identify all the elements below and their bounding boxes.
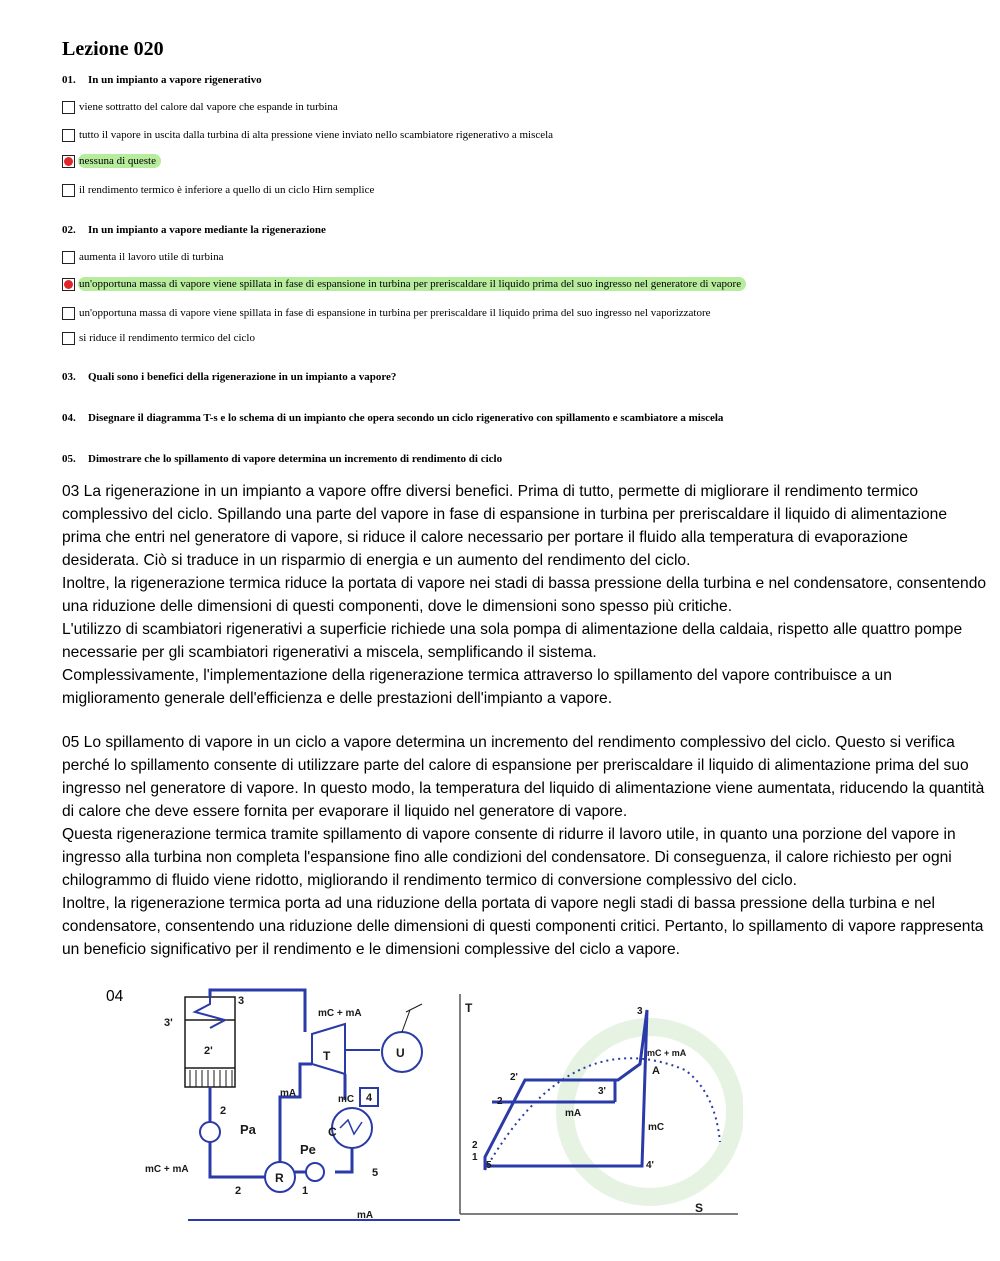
answer-03 — [62, 480, 987, 710]
checkbox[interactable] — [62, 129, 75, 142]
checked-radio-icon[interactable] — [62, 155, 75, 168]
option-q01-a[interactable] — [62, 98, 343, 116]
option-text: viene sottratto del calore dal vapore che espande in turbina — [79, 101, 338, 113]
flow-label: A — [652, 1065, 660, 1077]
option-text: tutto il vapore in uscita dalla turbina di alta pressione viene inviato nello scambiatore rigenerativo a miscela — [79, 129, 554, 141]
point-label: 1 — [302, 1185, 309, 1197]
pump-pe — [306, 1163, 324, 1181]
point-label: Pe — [300, 1142, 316, 1157]
option-text: un'opportuna massa di vapore viene spillata in fase di espansione in turbina per preriscaldare il liquido prima del suo ingresso nel generatore di vapore — [78, 277, 746, 291]
flow-label: mA — [280, 1088, 297, 1099]
component-label: C — [328, 1125, 337, 1139]
flow-label: mC — [648, 1122, 665, 1133]
lesson-title: Lezione 020 — [62, 38, 164, 60]
question-05 — [62, 453, 502, 465]
option-text: un'opportuna massa di vapore viene spillata in fase di espansione in turbina per preriscaldare il liquido prima del suo ingresso nel vaporizzatore — [79, 307, 711, 319]
checkbox[interactable] — [62, 251, 75, 264]
answer-paragraph: Inoltre, la rigenerazione termica riduce la portata di vapore nei stadi di bassa pressione della turbina e nel condensatore, consentendo una riduzione delle dimensioni di questi componenti, dove le dimensioni sono spesso più critiche. — [62, 575, 987, 615]
question-number: 03. — [62, 371, 76, 383]
point-label: 2 — [497, 1096, 503, 1107]
option-text: nessuna di queste — [78, 154, 161, 168]
option-q02-d[interactable] — [62, 329, 260, 347]
option-text: si riduce il rendimento termico del ciclo — [79, 332, 255, 344]
checkbox[interactable] — [62, 307, 75, 320]
question-number: 04. — [62, 412, 76, 424]
point-label: 1 — [472, 1152, 478, 1163]
option-q02-a[interactable] — [62, 248, 229, 266]
flow-label: mC + mA — [318, 1008, 362, 1019]
component-label: R — [275, 1171, 284, 1185]
answer-05 — [62, 731, 987, 961]
question-number: 02. — [62, 224, 76, 236]
point-label: 4 — [366, 1092, 373, 1104]
checkbox[interactable] — [62, 101, 75, 114]
answer-paragraph: Questa rigenerazione termica tramite spillamento di vapore consente di ridurre il lavoro utile, in quanto una porzione del vapore in ingresso alla turbina non completa l'espansione fino alle condizioni del condensatore. Di conseguenza, il calore richiesto per ogni chilogrammo di fluido viene ridotto, migliorando il rendimento termico di conversione complessivo del ciclo. — [62, 826, 956, 889]
point-label: Pa — [240, 1122, 256, 1137]
figure-label: 04 — [106, 988, 124, 1005]
question-text: Disegnare il diagramma T-s e lo schema di un impianto che opera secondo un ciclo rigenerativo con spillamento e scambiatore a miscela — [88, 412, 724, 424]
question-text: In un impianto a vapore rigenerativo — [88, 74, 262, 86]
point-label: 5 — [486, 1160, 492, 1171]
option-q02-c[interactable] — [62, 304, 716, 322]
point-label: 3 — [238, 995, 245, 1007]
point-label: 5 — [372, 1167, 379, 1179]
answer-paragraph: Complessivamente, l'implementazione della rigenerazione termica attraverso lo spillamento del vapore contribuisce a un miglioramento generale dell'efficienza e delle prestazioni dell'impianto a vapore. — [62, 667, 892, 707]
answer-paragraph: Inoltre, la rigenerazione termica porta ad una riduzione della portata di vapore negli stadi di bassa pressione della turbina e nel condensatore, consentendo una riduzione delle dimensioni di questi componenti critici. Pertanto, lo spillamento di vapore rappresenta un beneficio significativo per il rendimento e le dimensioni complessive del ciclo a vapore. — [62, 895, 984, 958]
pump-pa — [200, 1122, 220, 1142]
question-01 — [62, 74, 262, 86]
point-label: 3 — [637, 1006, 643, 1017]
question-text: In un impianto a vapore mediante la rigenerazione — [88, 224, 326, 236]
checkbox[interactable] — [62, 184, 75, 197]
point-label: 2 — [235, 1185, 242, 1197]
flow-label: mA — [357, 1210, 374, 1221]
component-label: U — [396, 1046, 405, 1060]
answer-paragraph: 03 La rigenerazione in un impianto a vapore offre diversi benefici. Prima di tutto, permette di migliorare il rendimento termico complessivo del ciclo. Spillando una parte del vapore in fase di espansione in turbina per preriscaldare il liquido di alimentazione prima che entri nel generatore di vapore, si riduce il calore necessario per portare il fluido alla temperatura di evaporazione desiderata. Ciò si traduce in un risparmio di energia e un aumento del rendimento del ciclo. — [62, 483, 948, 569]
question-number: 01. — [62, 74, 76, 86]
point-label: 2 — [220, 1105, 227, 1117]
saturation-dome — [485, 1058, 720, 1170]
answer-paragraph: 05 Lo spillamento di vapore in un ciclo a vapore determina un incremento del rendimento complessivo del ciclo. Questo si verifica perché lo spillamento consente di utilizzare parte del calore di espansione per preriscaldare il liquido di alimentazione prima del suo ingresso nel generatore di vapore. In questo modo, la temperatura del liquido di alimentazione viene aumentata, riducendo la quantità di calore che deve essere fornita per evaporare il liquido nel generatore di vapore. — [62, 734, 985, 820]
question-text: Dimostrare che lo spillamento di vapore determina un incremento di rendimento di ciclo — [88, 453, 503, 465]
option-q02-b[interactable] — [62, 275, 746, 293]
question-text: Quali sono i benefici della rigenerazione in un impianto a vapore? — [88, 371, 397, 383]
option-text: il rendimento termico è inferiore a quello di un ciclo Hirn semplice — [79, 184, 375, 196]
axis-label: S — [695, 1201, 704, 1215]
question-03 — [62, 371, 396, 383]
axis-label: T — [465, 1001, 473, 1015]
option-q01-b[interactable] — [62, 126, 558, 144]
option-q01-c[interactable] — [62, 152, 161, 170]
option-text: aumenta il lavoro utile di turbina — [79, 251, 224, 263]
point-label: 3' — [164, 1017, 173, 1029]
regenerative-cycle-figure — [140, 982, 743, 1226]
question-04 — [62, 412, 723, 424]
checked-radio-icon[interactable] — [62, 278, 75, 291]
component-label: T — [323, 1049, 331, 1063]
flow-label: mC — [338, 1094, 355, 1105]
question-02 — [62, 224, 326, 236]
point-label: 4' — [646, 1160, 654, 1171]
plant-schema — [185, 990, 422, 1192]
option-q01-d[interactable] — [62, 181, 379, 199]
flow-label: mA — [565, 1108, 582, 1119]
flow-label: mC + mA — [647, 1048, 687, 1058]
boiler — [185, 997, 235, 1087]
point-label: 2' — [510, 1072, 518, 1083]
answer-paragraph: L'utilizzo di scambiatori rigenerativi a superficie richiede una sola pompa di alimentazione della caldaia, rispetto alle quattro pompe necessarie per gli scambiatori rigenerativi a miscela, semplificando il sistema. — [62, 621, 963, 661]
point-label: 2' — [204, 1045, 213, 1057]
question-number: 05. — [62, 453, 76, 465]
point-label: 2 — [472, 1140, 478, 1151]
point-label: 3' — [598, 1086, 606, 1097]
flow-label: mC + mA — [145, 1164, 189, 1175]
checkbox[interactable] — [62, 332, 75, 345]
